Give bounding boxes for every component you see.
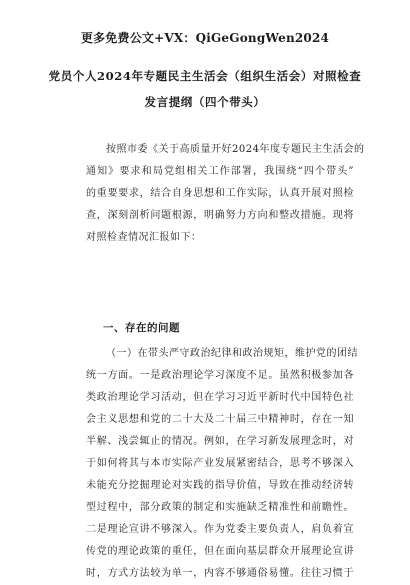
intro-line: 查，深刻剖析问题根源，明确努力方向和整改措施。现将 — [86, 210, 354, 221]
intro-line: 通知》要求和局党组相关工作部署，我围绕“四个带头” — [86, 166, 354, 177]
intro-line: 对照检查情况汇报如下： — [86, 232, 202, 243]
body-line: 时，方式方法较为单一，内容不够通俗易懂。往往习惯于 — [86, 568, 354, 579]
body-line: （一）在带头严守政治纪律和政治规矩，维护党的团结 — [106, 348, 358, 359]
intro-paragraph — [86, 139, 365, 249]
intro-line: 按照市委《关于高质量开好2024年度专题民主生活会的 — [106, 144, 365, 155]
body-paragraph — [86, 343, 358, 585]
body-line: 型过程中，部分政策的制定和实施缺乏精准性和前瞻性。 — [86, 502, 354, 513]
body-line: 于如何将其与本市实际产业发展紧密结合，思考不够深入 — [86, 458, 354, 469]
body-line: 半解、浅尝辄止的情况。例如，在学习新发展理念时，对 — [86, 436, 354, 447]
section-heading: 一、存在的问题 — [103, 322, 180, 334]
body-line: 统一方面。一是政治理论学习深度不足。虽然积极参加各 — [86, 370, 354, 381]
document-title-line-1: 党员个人2024年专题民主生活会（组织生活会）对照检查 — [48, 69, 362, 83]
body-line: 传党的理论政策的重任，但在面向基层群众开展理论宣讲 — [86, 546, 354, 557]
page-header: 更多免费公文+VX：QiGeGongWen2024 — [80, 31, 330, 45]
body-line: 未能充分挖掘理论对实践的指导价值，导致在推动经济转 — [86, 480, 354, 491]
body-line: 二是理论宣讲不够深入。作为党委主要负责人，肩负着宣 — [86, 524, 354, 535]
body-line: 类政治理论学习活动，但在学习习近平新时代中国特色社 — [86, 392, 354, 403]
document-title-line-2: 发言提纲（四个带头） — [144, 95, 266, 109]
intro-line: 的重要要求，结合自身思想和工作实际，认真开展对照检 — [86, 188, 354, 199]
body-line: 会主义思想和党的二十大及二十届三中精神时，存在一知 — [86, 414, 354, 425]
